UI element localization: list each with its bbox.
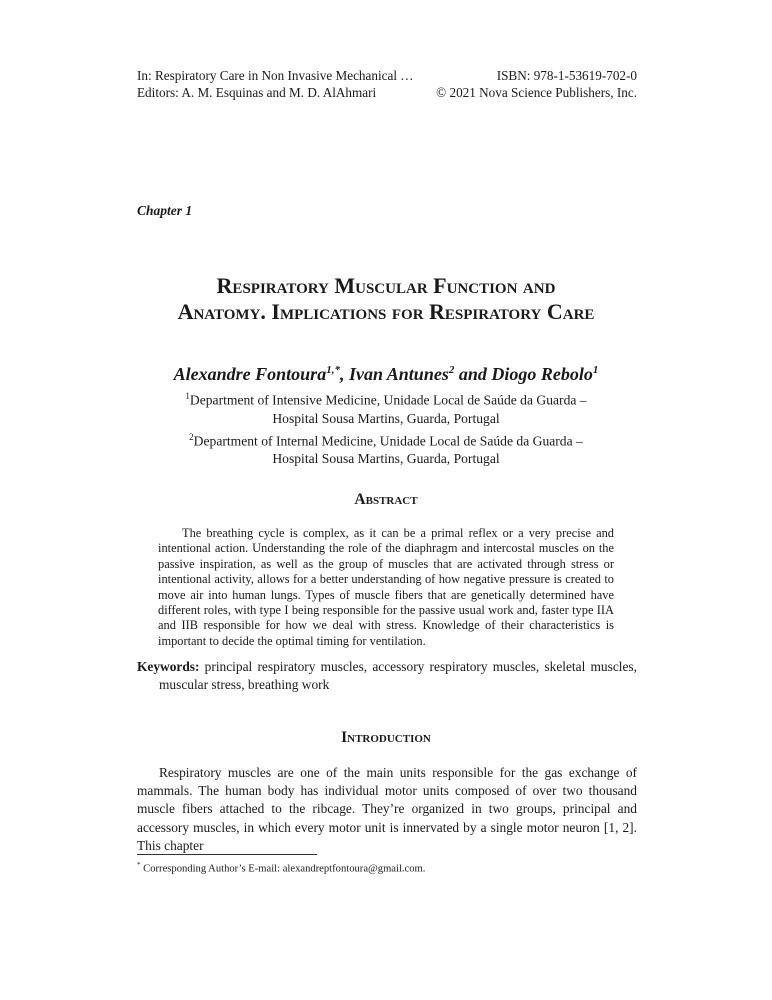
author-separator: , <box>339 364 349 384</box>
author-affiliation-mark: 1 <box>592 364 599 376</box>
affiliations <box>100 387 672 468</box>
footnote-divider <box>137 854 317 855</box>
editors: Editors: A. M. Esquinas and M. D. AlAhmari <box>137 85 377 100</box>
author-name: Ivan Antunes <box>348 364 449 384</box>
author-affiliation-mark: 2 <box>448 364 455 376</box>
chapter-title <box>100 273 672 325</box>
author-name: Diogo Rebolo <box>491 364 593 384</box>
introduction-text: Respiratory muscles are one of the main units responsible for the gas exchange of mammals. The human body has individual motor units composed of over two thousand muscle fibers attached to the ribcage. They’re organized in two groups, principal and accessory muscles, in which every motor unit is innervated by a single motor neuron [1, 2]. This chapter <box>137 765 637 853</box>
book-title: In: Respiratory Care in Non Invasive Mechanical … <box>137 68 414 83</box>
chapter-title-line-1: Respiratory Muscular Function and <box>216 273 556 298</box>
author-separator: and <box>454 364 492 384</box>
chapter-label: Chapter 1 <box>137 203 193 218</box>
affiliation-line: $^2$Department of Internal Medicine, Unidade Local de Saúde da Guarda – <box>189 431 583 449</box>
author-affiliation-mark: 1,* <box>326 364 340 376</box>
keywords-text: principal respiratory muscles, accessory respiratory muscles, skeletal muscles, muscular stress, breathing work <box>159 659 637 692</box>
abstract-heading: Abstract <box>354 491 418 508</box>
affiliation-line: Hospital Sousa Martins, Guarda, Portugal <box>272 410 500 426</box>
keywords <box>137 658 637 694</box>
author-list <box>100 364 672 385</box>
footnote-mark: * <box>137 861 141 869</box>
affiliation-line: $^1$Department of Intensive Medicine, Unidade Local de Saúde da Guarda – <box>185 391 587 408</box>
footnote <box>137 861 425 875</box>
affiliation-mark: 2 <box>189 431 194 442</box>
isbn: ISBN: 978-1-53619-702-0 <box>496 68 637 83</box>
abstract-text: The breathing cycle is complex, as it can be a primal reflex or a very precise and intentional action. Understanding the role of the diaphragm and intercostal muscles on the passive inspiration, as well as the group of muscles that are activated through stress or intentional activity, allows for a better understanding of how negative pressure is created to move air into human lungs. Types of muscle fibers that are genetically determined have different roles, with type I being responsible for the passive usual work and, faster type IIA and IIB responsible for how we deal with stress. Knowledge of their characteristics is important to decide the optimal timing for ventilation. <box>158 526 614 648</box>
affiliation-line: Hospital Sousa Martins, Guarda, Portugal <box>272 451 500 467</box>
author-name: Alexandre Fontoura <box>173 364 327 384</box>
keywords-label: Keywords: <box>137 659 200 674</box>
footnote-text: Corresponding Author’s E-mail: alexandreptfontoura@gmail.com. <box>140 863 426 875</box>
copyright: © 2021 Nova Science Publishers, Inc. <box>436 85 637 100</box>
affiliation-mark: 1 <box>185 391 190 401</box>
introduction-heading: Introduction <box>341 729 431 746</box>
chapter-title-line-2: Anatomy. Implications for Respiratory Care <box>177 299 595 324</box>
